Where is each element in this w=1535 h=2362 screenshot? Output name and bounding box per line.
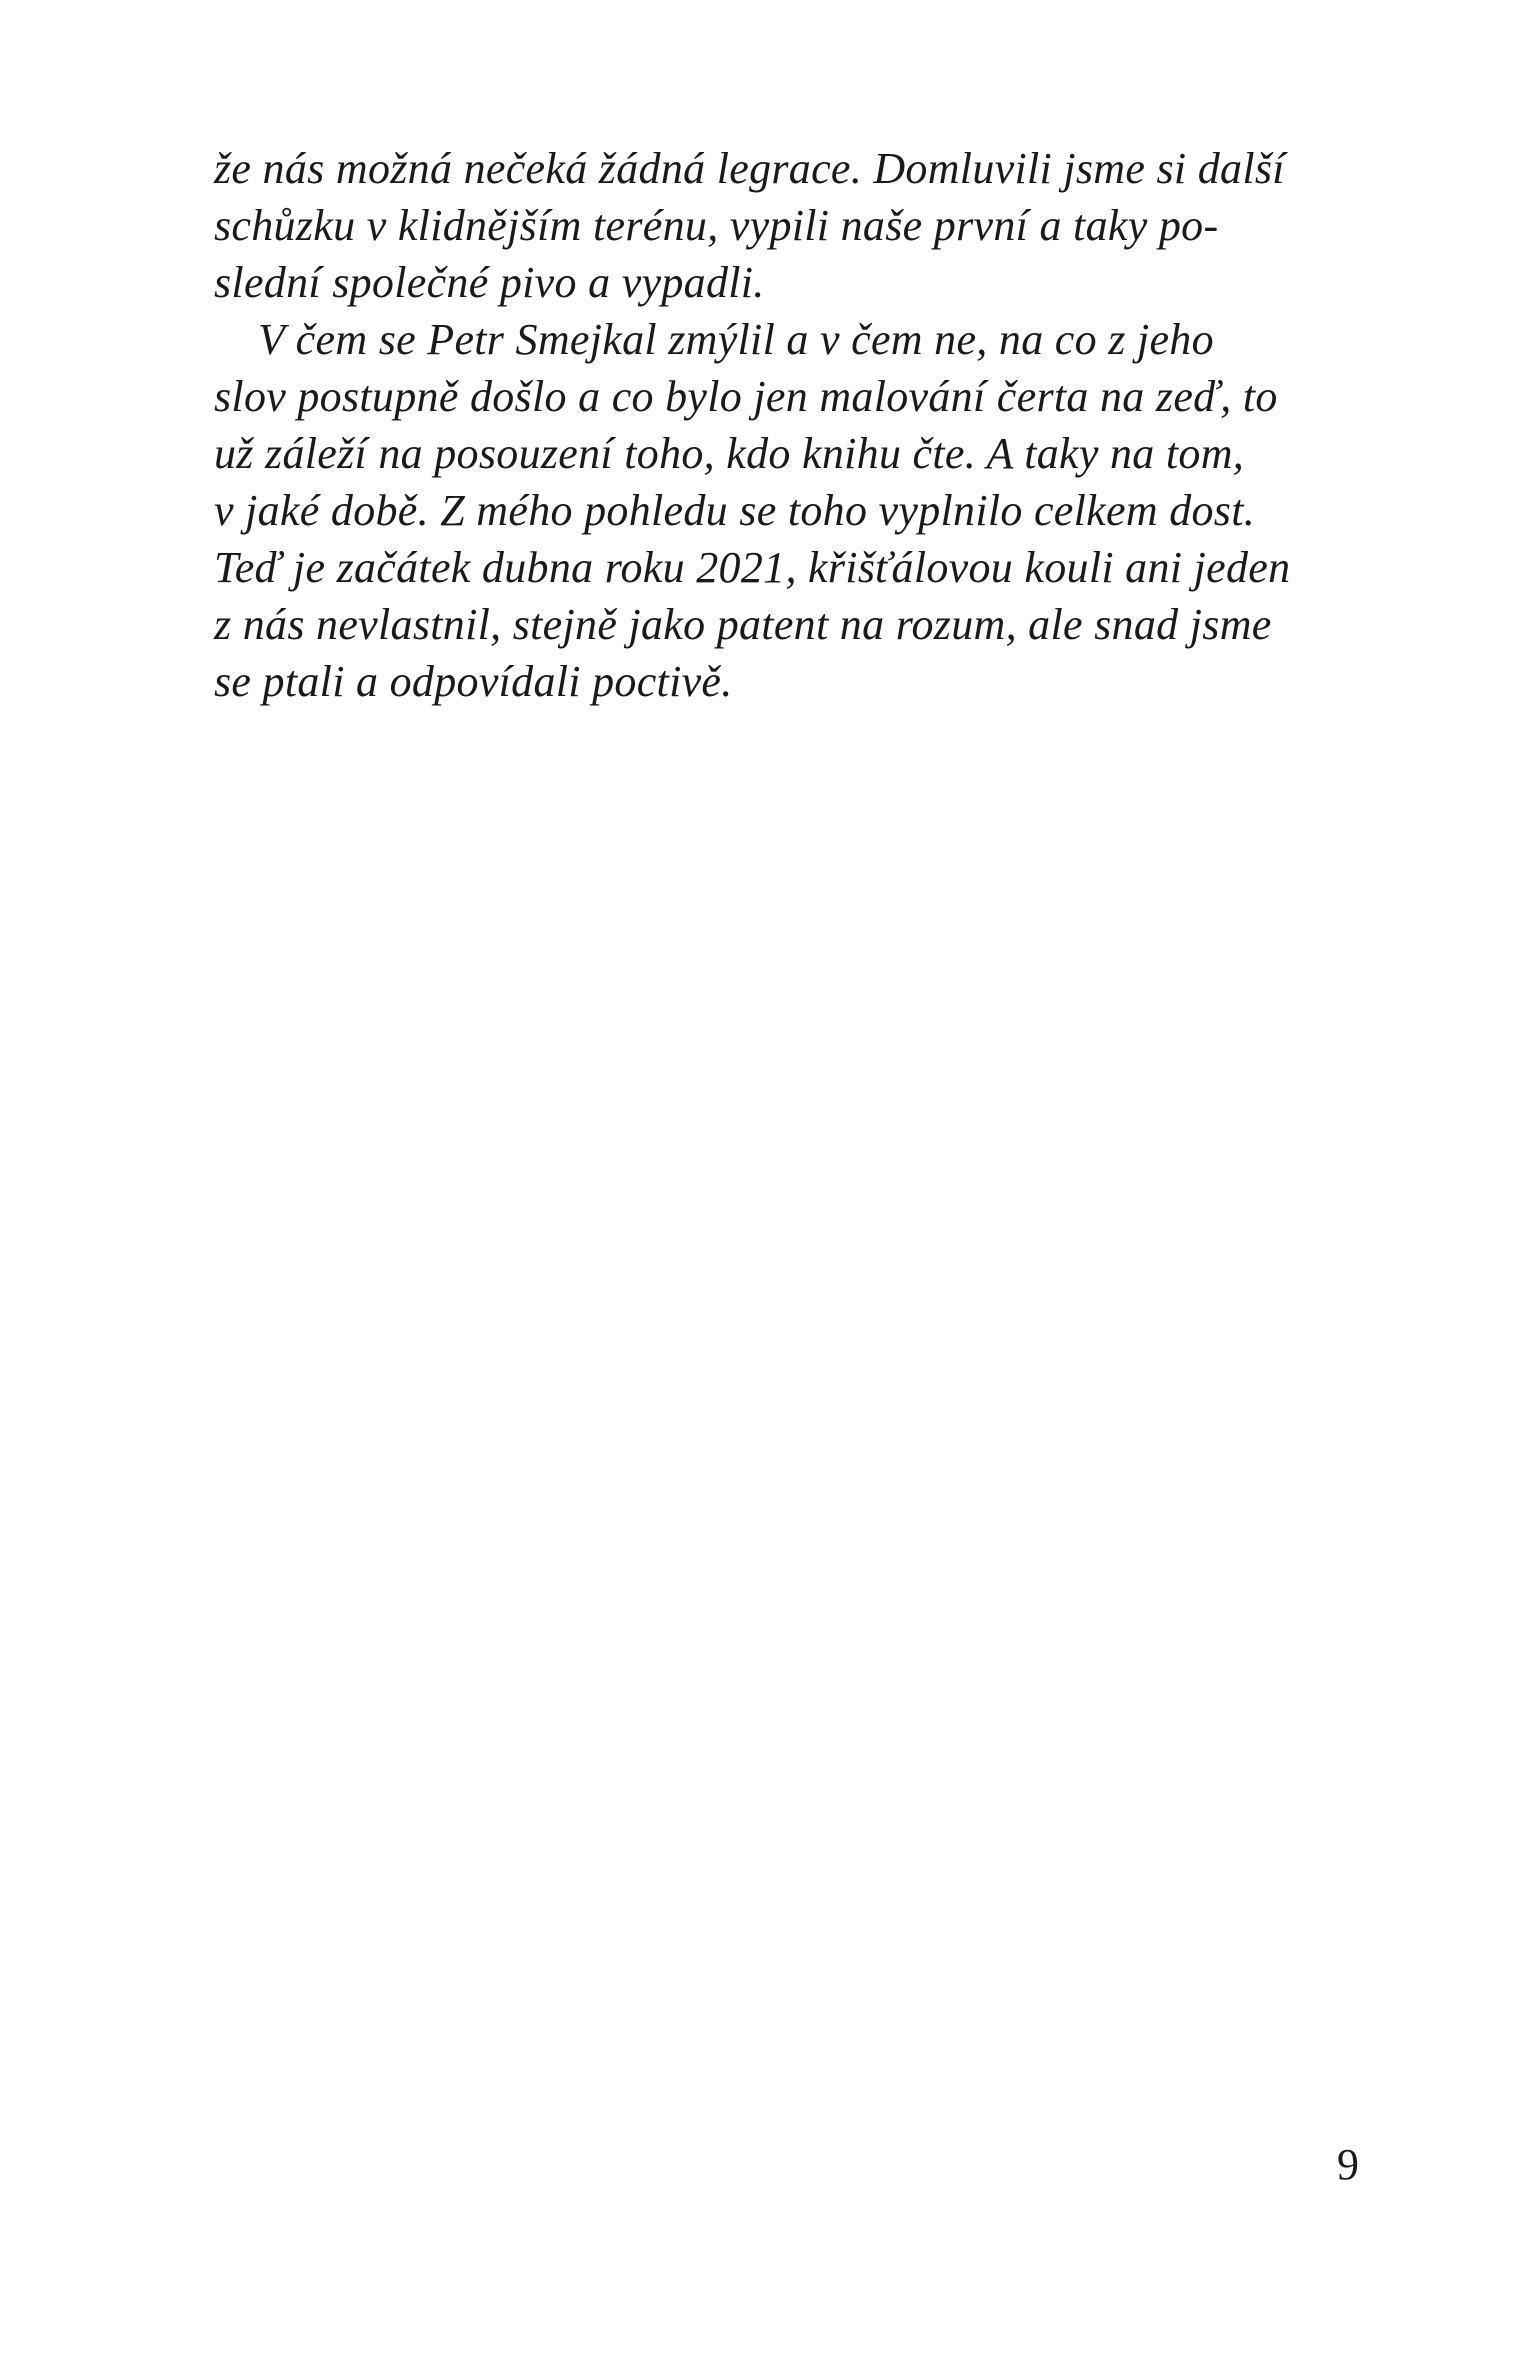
text-line: Teď je začátek dubna roku 2021, křišťálovou kouli ani jeden (214, 543, 1291, 592)
text-line: slední společné pivo a vypadli. (214, 258, 765, 307)
text-line: že nás možná nečeká žádná legrace. Domluvili jsme si další (214, 144, 1285, 193)
text-line: už záleží na posouzení toho, kdo knihu čte. A taky na tom, (214, 429, 1245, 478)
text-line: z nás nevlastnil, stejně jako patent na rozum, ale snad jsme (214, 600, 1272, 649)
page-number: 9 (1337, 2140, 1359, 2189)
text-line: se ptali a odpovídali poctivě. (214, 657, 733, 706)
text-line: slov postupně došlo a co bylo jen malování čerta na zeď, to (214, 372, 1278, 421)
text-line: v jaké době. Z mého pohledu se toho vyplnilo celkem dost. (214, 486, 1256, 535)
text-line: schůzku v klidnějším terénu, vypili naše první a taky po- (214, 201, 1219, 250)
text-line: V čem se Petr Smejkal zmýlil a v čem ne, na co z jeho (258, 315, 1214, 364)
